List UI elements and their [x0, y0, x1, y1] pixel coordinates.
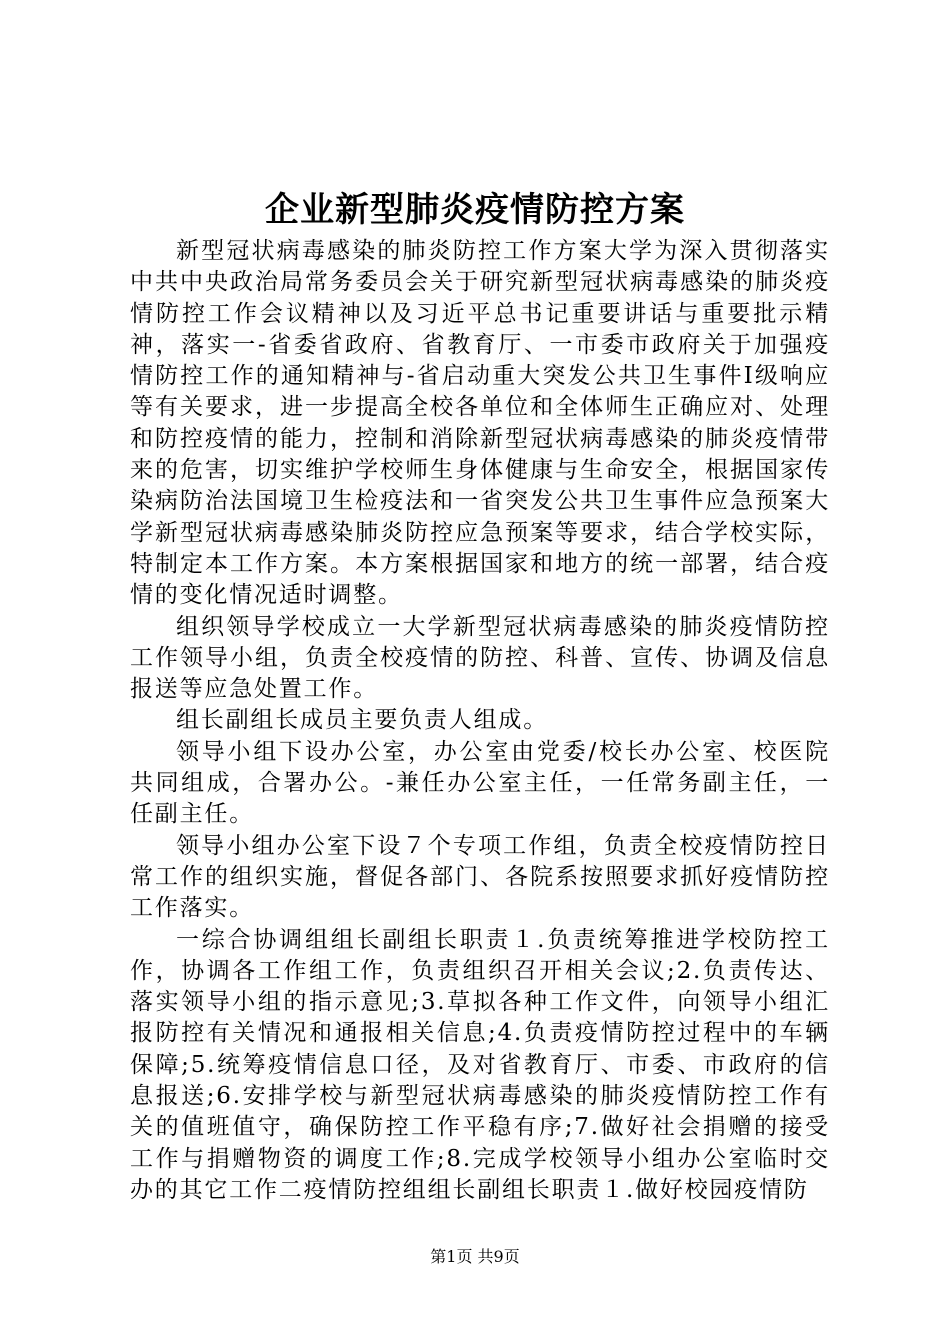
document-body: [130, 236, 830, 1206]
page-number-footer: 第1页 共9页: [430, 1247, 520, 1266]
paragraph: 新型冠状病毒感染的肺炎防控工作方案大学为深入贯彻落实中共中央政治局常务委员会关于研究新型冠状病毒感染的肺炎疫情防控工作会议精神以及习近平总书记重要讲话与重要批示精神，落实一-省委省政府、省教育厅、一市委市政府关于加强疫情防控工作的通知精神与-省启动重大突发公共卫生事件Ⅰ级响应等有关要求，进一步提高全校各单位和全体师生正确应对、处理和防控疫情的能力，控制和消除新型冠状病毒感染的肺炎疫情带来的危害，切实维护学校师生身体健康与生命安全，根据国家传染病防治法国境卫生检疫法和一省突发公共卫生事件应急预案大学新型冠状病毒感染肺炎防控应急预案等要求，结合学校实际，特制定本工作方案。本方案根据国家和地方的统一部署，结合疫情的变化情况适时调整。: [130, 238, 830, 609]
paragraph: 组织领导学校成立一大学新型冠状病毒感染的肺炎疫情防控工作领导小组，负责全校疫情的防控、科普、宣传、协调及信息报送等应急处置工作。: [130, 613, 830, 703]
paragraph: 组长副组长成员主要负责人组成。: [176, 707, 548, 734]
document-title: 企业新型肺炎疫情防控方案: [265, 190, 685, 230]
paragraph: 一综合协调组组长副组长职责１.负责统筹推进学校防控工作，协调各工作组工作，负责组织召开相关会议;2.负责传达、落实领导小组的指示意见;3.草拟各种工作文件，向领导小组汇报防控有关情况和通报相关信息;4.负责疫情防控过程中的车辆保障;5.统筹疫情信息口径，及对省教育厅、市委、市政府的信息报送;6.安排学校与新型冠状病毒感染的肺炎疫情防控工作有关的值班值守，确保防控工作平稳有序;7.做好社会捐赠的接受工作与捐赠物资的调度工作;8.完成学校领导小组办公室临时交办的其它工作二疫情防控组组长副组长职责１.做好校园疫情防: [130, 926, 830, 1203]
paragraph: 领导小组办公室下设７个专项工作组，负责全校疫情防控日常工作的组织实施，督促各部门、各院系按照要求抓好疫情防控工作落实。: [130, 832, 830, 922]
paragraph: 领导小组下设办公室，办公室由党委/校长办公室、校医院共同组成，合署办公。-兼任办公室主任，一任常务副主任，一任副主任。: [130, 738, 830, 828]
